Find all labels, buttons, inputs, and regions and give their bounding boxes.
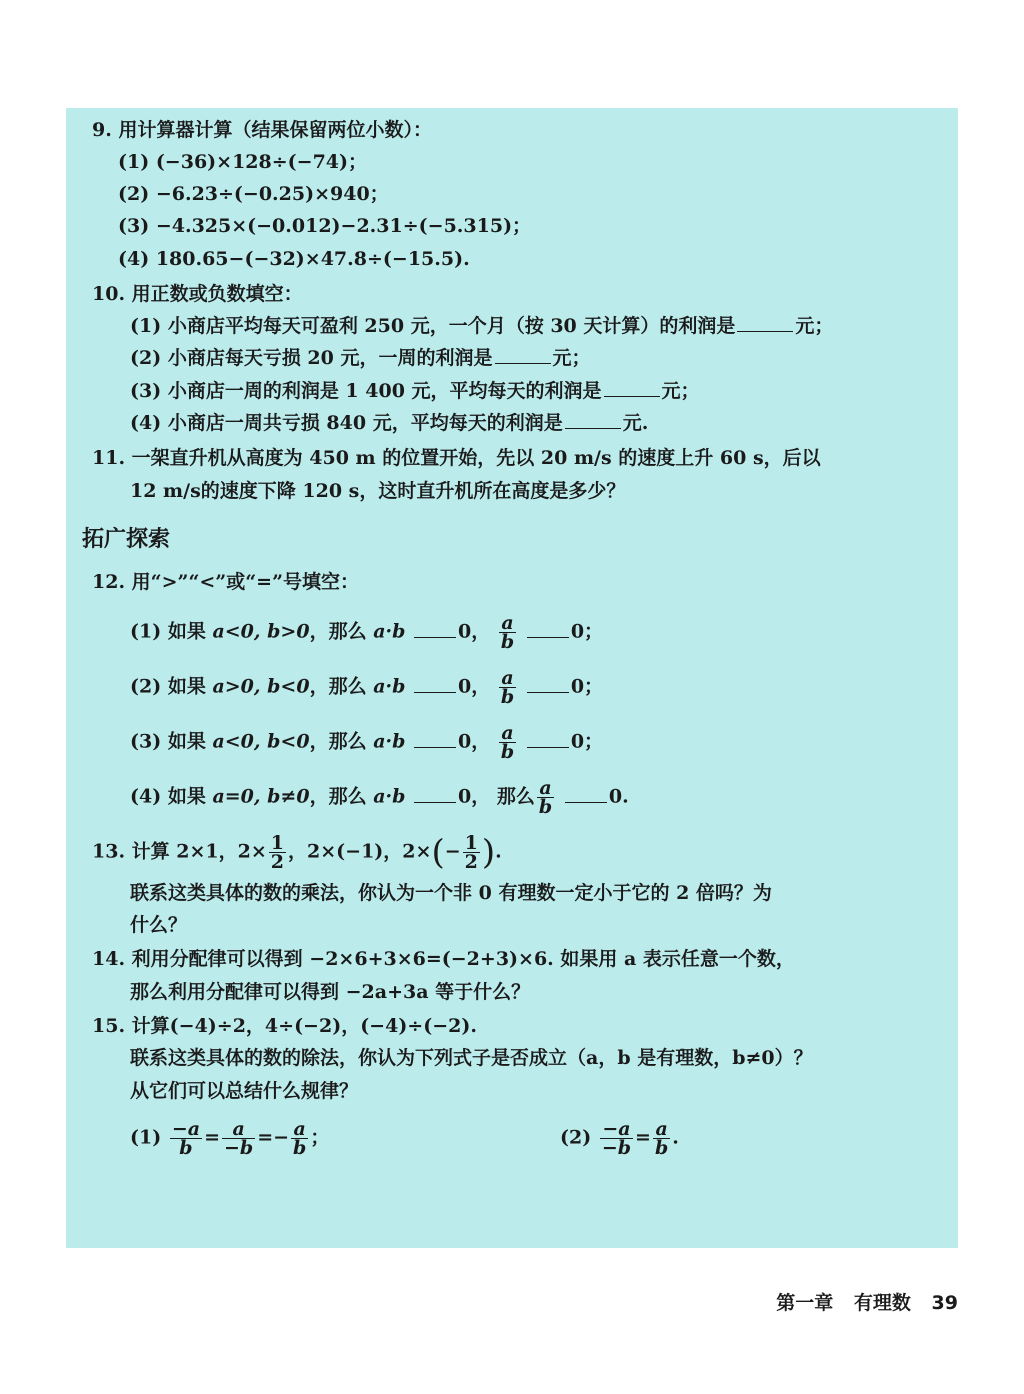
answer-blank bbox=[527, 729, 569, 748]
q12-item-product: a·b bbox=[373, 785, 406, 808]
q12-item-zero: 0； bbox=[570, 675, 604, 698]
q12-item-zero: 0； bbox=[570, 730, 604, 753]
answer-blank bbox=[414, 619, 456, 638]
q10-item-2-unit: 元； bbox=[552, 347, 591, 369]
semicolon: ； bbox=[310, 1126, 330, 1149]
q15-line-1: 15. 计算(−4)÷2，4÷(−2)，(−4)÷(−2). bbox=[92, 1015, 477, 1037]
answer-blank bbox=[495, 345, 551, 364]
answer-blank bbox=[527, 674, 569, 693]
q13-middle: ，2×(−1)，2× bbox=[288, 840, 432, 863]
fraction-one-half: $\frac{1}{2}$ bbox=[464, 832, 478, 873]
fraction-a-over-b: $\frac{a}{b}$ bbox=[293, 1118, 307, 1159]
q10-item-3-unit: 元； bbox=[661, 380, 700, 402]
q12-item-zero: 0， bbox=[458, 730, 491, 753]
fraction-a-over-neg-b: $\frac{a}{-b}$ bbox=[223, 1118, 254, 1159]
q10-item-4-text: (4) 小商店一周共亏损 840 元，平均每天的利润是 bbox=[130, 412, 563, 434]
q12-title: 12. 用“>”“<”或“=”号填空： bbox=[92, 571, 360, 593]
fraction-a-over-b: $\frac{a}{b}$ bbox=[500, 722, 515, 763]
q13-prefix: 13. 计算 2×1，2× bbox=[92, 840, 267, 863]
fraction-neg-a-over-neg-b: $\frac{-a}{-b}$ bbox=[601, 1118, 632, 1159]
q12-item-3 bbox=[130, 724, 603, 761]
q9-item-4: (4) 180.65−(−32)×47.8÷(−15.5). bbox=[118, 248, 470, 270]
q12-item-label: (4) 如果 bbox=[130, 785, 206, 808]
q12-item-zero: 0， bbox=[458, 785, 491, 808]
q11-line-1: 11. 一架直升机从高度为 450 m 的位置开始，先以 20 m/s 的速度上升 60 s，后以 bbox=[92, 447, 821, 469]
page-number: 39 bbox=[931, 1292, 958, 1314]
q15-formula-1 bbox=[130, 1120, 329, 1157]
q12-item-1 bbox=[130, 614, 603, 651]
q12-item-zero: 0. bbox=[608, 785, 629, 808]
q12-item-condition: a>0, b<0 bbox=[212, 675, 310, 698]
fraction-a-over-b: $\frac{a}{b}$ bbox=[500, 667, 515, 708]
q15-line-2: 联系这类具体的数的除法，你认为下列式子是否成立（a，b 是有理数，b≠0）？ bbox=[130, 1047, 813, 1069]
q15-formula-label: (2) bbox=[560, 1126, 592, 1149]
answer-blank bbox=[565, 784, 607, 803]
q12-item-then: 那么 bbox=[496, 785, 535, 808]
q9-item-2: (2) −6.23÷(−0.25)×940； bbox=[118, 183, 389, 205]
q12-item-4 bbox=[130, 779, 629, 816]
q12-item-then: ，那么 bbox=[309, 730, 367, 753]
fraction-a-over-b: $\frac{a}{b}$ bbox=[654, 1118, 669, 1159]
q15-formula-label: (1) bbox=[130, 1126, 162, 1149]
page-footer bbox=[762, 1288, 958, 1315]
q12-item-zero: 0； bbox=[570, 620, 604, 643]
q12-item-product: a·b bbox=[373, 730, 406, 753]
fraction-a-over-b: $\frac{a}{b}$ bbox=[500, 612, 515, 653]
q12-item-then: ，那么 bbox=[309, 785, 367, 808]
section-title: 拓广探索 bbox=[82, 527, 171, 552]
equals-negative-sign: =− bbox=[257, 1126, 290, 1149]
period: . bbox=[672, 1126, 679, 1149]
fraction-one-half: $\frac{1}{2}$ bbox=[270, 832, 285, 873]
q15-line-3: 从它们可以总结什么规律？ bbox=[130, 1080, 359, 1102]
answer-blank bbox=[414, 674, 456, 693]
q12-item-label: (2) 如果 bbox=[130, 675, 206, 698]
q10-item-1 bbox=[130, 313, 833, 339]
fraction-a-over-b: $\frac{a}{b}$ bbox=[538, 777, 553, 818]
q10-item-1-text: (1) 小商店平均每天可盈利 250 元，一个月（按 30 天计算）的利润是 bbox=[130, 315, 736, 337]
q12-item-condition: a<0, b<0 bbox=[212, 730, 310, 753]
q9-item-3: (3) −4.325×(−0.012)−2.31÷(−5.315)； bbox=[118, 215, 532, 237]
q12-item-zero: 0， bbox=[458, 620, 491, 643]
answer-blank bbox=[604, 378, 660, 397]
answer-blank bbox=[527, 619, 569, 638]
answer-blank bbox=[414, 729, 456, 748]
q13-negative-sign: − bbox=[444, 840, 461, 863]
fraction-neg-a-over-b: $\frac{-a}{b}$ bbox=[171, 1118, 201, 1159]
q12-item-label: (3) 如果 bbox=[130, 730, 206, 753]
answer-blank bbox=[414, 784, 456, 803]
q11-line-2: 12 m/s的速度下降 120 s，这时直升机所在高度是多少？ bbox=[130, 480, 626, 502]
answer-blank bbox=[737, 313, 793, 332]
q10-item-4-unit: 元. bbox=[622, 412, 649, 434]
q12-item-zero: 0， bbox=[458, 675, 491, 698]
q10-title: 10. 用正数或负数填空： bbox=[92, 283, 303, 305]
chapter-label: 第一章 bbox=[776, 1292, 834, 1314]
q10-item-2 bbox=[130, 345, 591, 371]
q10-item-2-text: (2) 小商店每天亏损 20 元，一周的利润是 bbox=[130, 347, 493, 369]
q13-line-1: 13. 计算 2×1，2× $\frac{1}{2}$ ，2×(−1)，2×(− $\frac{1}{2}$ ). bbox=[92, 832, 502, 873]
equals-sign: = bbox=[204, 1126, 220, 1149]
q12-item-then: ，那么 bbox=[309, 620, 367, 643]
q12-item-condition: a<0, b>0 bbox=[212, 620, 310, 643]
equals-sign: = bbox=[635, 1126, 651, 1149]
q12-item-product: a·b bbox=[373, 620, 406, 643]
q15-formula-2 bbox=[560, 1120, 679, 1157]
q12-item-product: a·b bbox=[373, 675, 406, 698]
q9-title: 9. 用计算器计算（结果保留两位小数）： bbox=[92, 119, 432, 141]
answer-blank bbox=[565, 410, 621, 429]
q13-end: . bbox=[495, 840, 502, 863]
q14-line-1: 14. 利用分配律可以得到 −2×6+3×6=(−2+3)×6. 如果用 a 表示任意一个数， bbox=[92, 948, 795, 970]
chapter-title: 有理数 bbox=[853, 1292, 911, 1314]
q14-line-2: 那么利用分配律可以得到 −2a+3a 等于什么？ bbox=[130, 981, 531, 1003]
q9-item-1: (1) (−36)×128÷(−74)； bbox=[118, 151, 367, 173]
q10-item-3 bbox=[130, 378, 700, 404]
q12-item-2 bbox=[130, 669, 603, 706]
q13-line-3: 什么？ bbox=[130, 914, 188, 936]
q12-item-label: (1) 如果 bbox=[130, 620, 206, 643]
q12-item-then: ，那么 bbox=[309, 675, 367, 698]
q12-item-condition: a=0, b≠0 bbox=[212, 785, 310, 808]
q10-item-4 bbox=[130, 410, 648, 436]
q10-item-1-unit: 元； bbox=[795, 315, 834, 337]
q10-item-3-text: (3) 小商店一周的利润是 1 400 元，平均每天的利润是 bbox=[130, 380, 602, 402]
q13-line-2: 联系这类具体的数的乘法，你认为一个非 0 有理数一定小于它的 2 倍吗？为 bbox=[130, 882, 772, 904]
